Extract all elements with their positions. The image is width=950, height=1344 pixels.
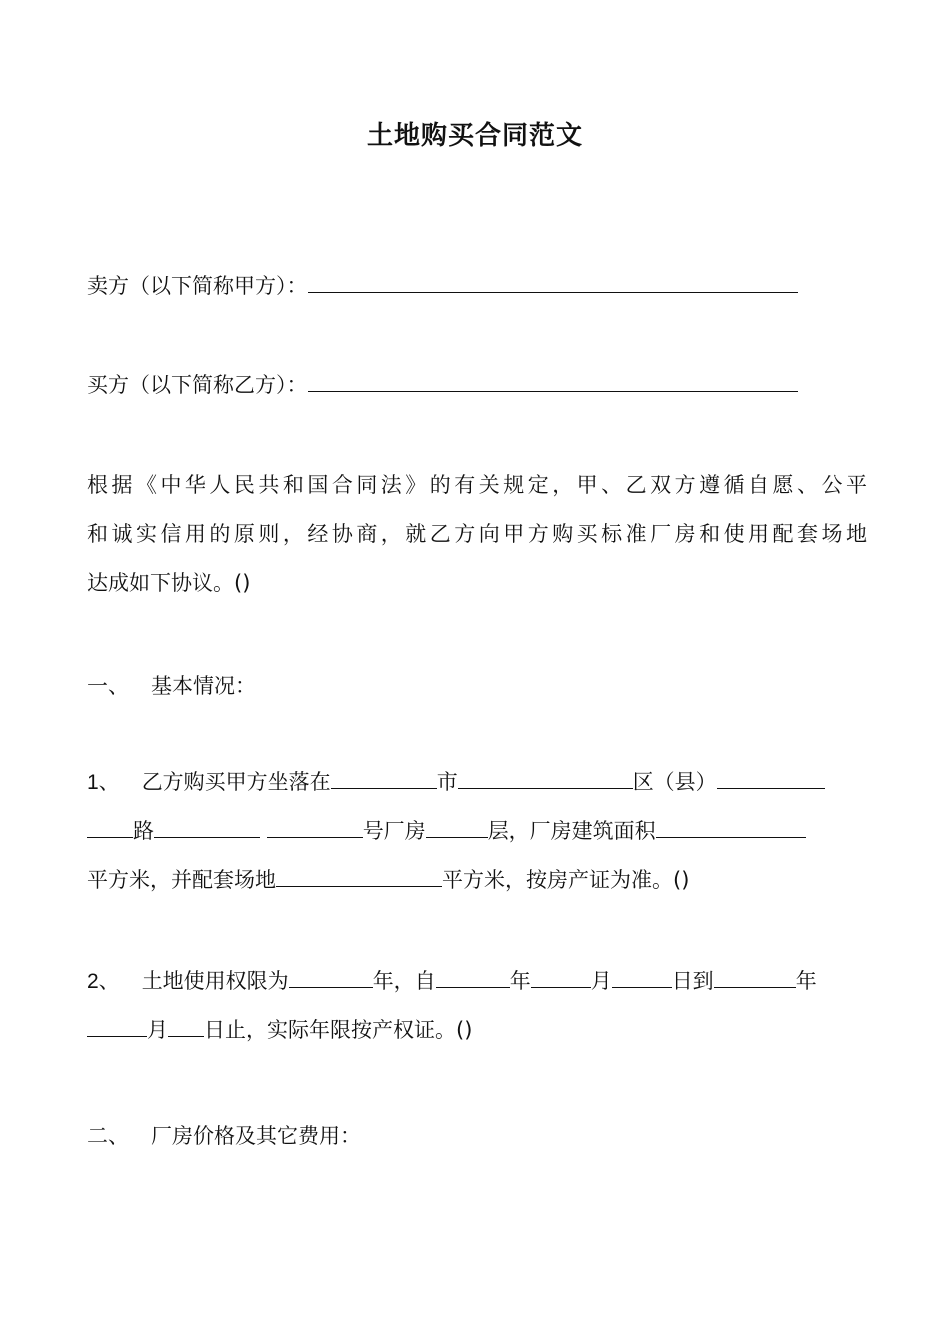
intro-paragraph <box>87 461 867 608</box>
section-1-heading <box>87 671 877 701</box>
building-number-blank <box>267 815 363 838</box>
seller-label: 卖方（以下简称甲方）： <box>87 274 308 298</box>
section-1-number: 一、 <box>87 674 129 698</box>
buyer-name-blank <box>308 369 798 392</box>
buyer-label: 买方（以下简称乙方）： <box>87 373 308 397</box>
end-day-blank <box>168 1014 204 1037</box>
section-2-number: 二、 <box>87 1124 129 1148</box>
term-years-blank <box>289 965 373 988</box>
section-1-title: 基本情况： <box>151 674 256 698</box>
end-year-blank <box>714 965 796 988</box>
city-blank <box>331 766 437 789</box>
intro-line-3: 达成如下协议。() <box>87 571 251 595</box>
item-1-paragraph <box>87 758 867 905</box>
start-year-blank <box>436 965 510 988</box>
start-month-blank <box>531 965 591 988</box>
item-1-number: 1、 <box>87 771 120 794</box>
section-2-heading <box>87 1121 877 1151</box>
seller-line <box>87 270 877 301</box>
start-day-blank <box>612 965 672 988</box>
floor-blank <box>426 815 488 838</box>
intro-line-2: 和诚实信用的原则，经协商，就乙方向甲方购买标准厂房和使用配套场地 <box>87 522 867 546</box>
district-blank <box>458 766 633 789</box>
seller-name-blank <box>308 270 798 293</box>
road-number-blank <box>154 815 260 838</box>
document-title: 土地购买合同范文 <box>366 121 583 151</box>
item-2-line-1: 2、 土地使用权限为 年，自 年 月 日到 年 <box>87 957 867 1006</box>
item-2-number: 2、 <box>87 970 120 993</box>
item-2-line-2: 月 日止，实际年限按产权证。() <box>87 1006 867 1055</box>
section-2-title: 厂房价格及其它费用： <box>151 1124 361 1148</box>
item-1-line-1: 1、 乙方购买甲方坐落在 市 区（县） <box>87 758 867 807</box>
item-1-line-2: 路 号厂房 层，厂房建筑面积 <box>87 807 867 856</box>
road-blank-part1 <box>717 766 825 789</box>
item-2-paragraph <box>87 957 867 1055</box>
buyer-line <box>87 369 877 400</box>
site-area-blank <box>276 864 442 887</box>
building-area-blank <box>656 815 806 838</box>
item-1-line-3: 平方米，并配套场地 平方米，按房产证为准。() <box>87 856 867 905</box>
intro-line-1: 根据《中华人民共和国合同法》的有关规定，甲、乙双方遵循自愿、公平 <box>87 473 867 497</box>
road-blank-part2 <box>87 815 133 838</box>
end-month-blank <box>87 1014 147 1037</box>
